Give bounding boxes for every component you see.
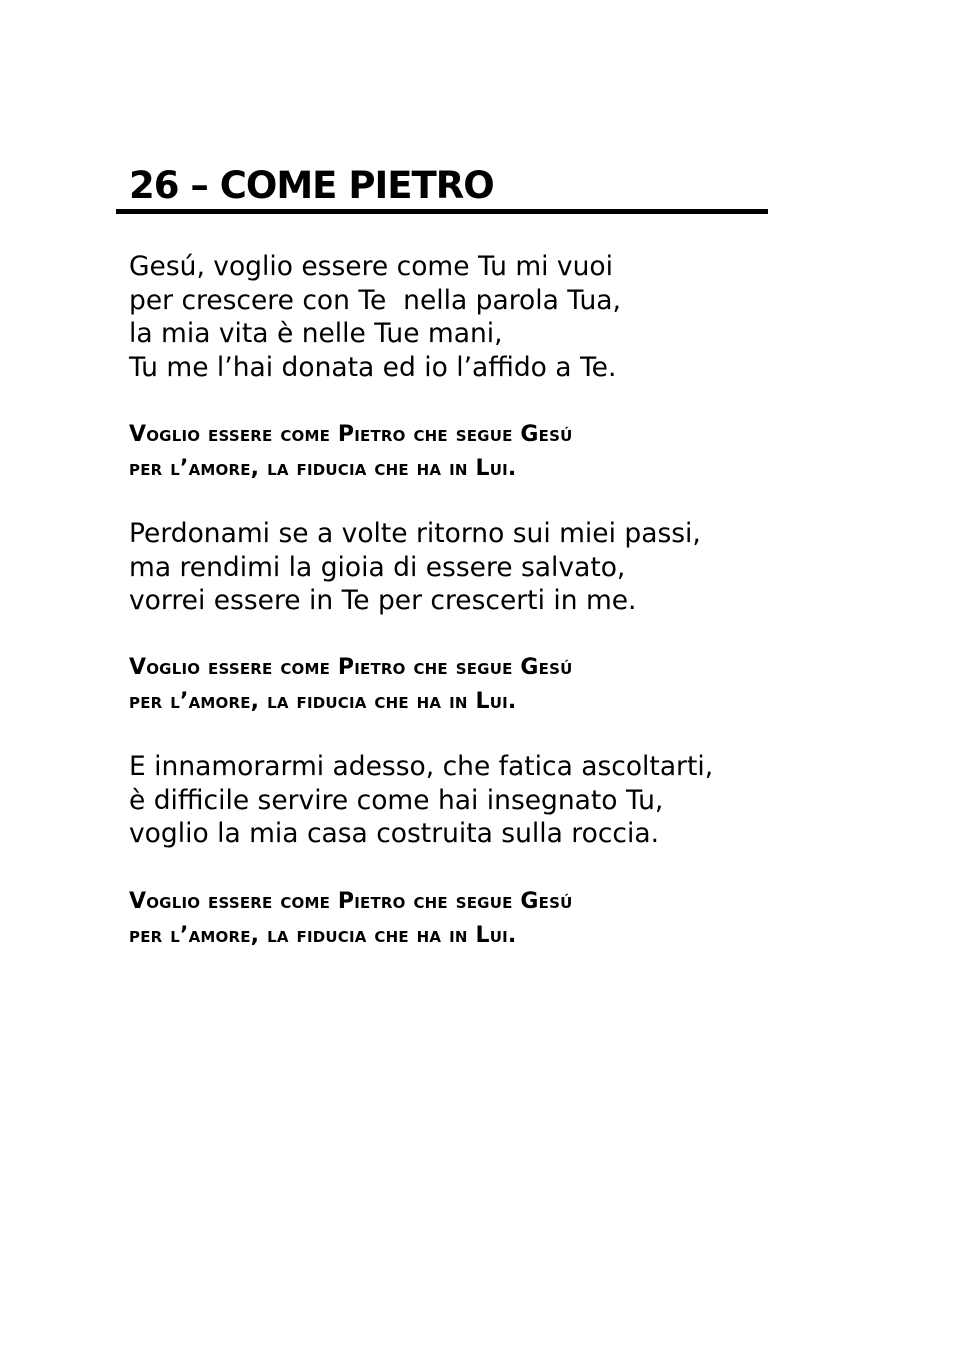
verse-line: E innamorarmi adesso, che fatica ascoltarti, bbox=[129, 751, 714, 782]
verse-line: Gesú, voglio essere come Tu mi vuoi bbox=[129, 251, 613, 282]
verse-line: è difficile servire come hai insegnato Tu, bbox=[129, 784, 664, 816]
verse-2 bbox=[129, 517, 701, 618]
verse-line: per crescere con Te nella parola Tua, bbox=[129, 284, 621, 316]
verse-3 bbox=[129, 750, 713, 851]
chorus-line: Voglio essere come Pietro che segue Gesú bbox=[129, 655, 573, 680]
chorus-3 bbox=[129, 885, 572, 953]
chorus-line: per l’amore, la fiducia che ha in Lui. bbox=[129, 689, 517, 714]
chorus-line: Voglio essere come Pietro che segue Gesú bbox=[129, 889, 573, 914]
verse-line: la mia vita è nelle Tue mani, bbox=[129, 318, 503, 349]
verse-line: vorrei essere in Te per crescerti in me. bbox=[129, 585, 637, 616]
verse-line: Tu me l’hai donata ed io l’affido a Te. bbox=[129, 351, 617, 383]
chorus-2 bbox=[129, 651, 572, 719]
verse-line: Perdonami se a volte ritorno sui miei passi, bbox=[129, 518, 701, 549]
chorus-line: Voglio essere come Pietro che segue Gesú bbox=[129, 422, 573, 447]
verse-1 bbox=[129, 250, 621, 384]
song-title: 26 – COME PIETRO bbox=[129, 164, 494, 207]
chorus-line: per l’amore, la fiducia che ha in Lui. bbox=[129, 923, 517, 948]
chorus-1 bbox=[129, 418, 572, 486]
chorus-line: per l’amore, la fiducia che ha in Lui. bbox=[129, 456, 517, 481]
verse-line: voglio la mia casa costruita sulla roccia. bbox=[129, 818, 659, 849]
verse-line: ma rendimi la gioia di essere salvato, bbox=[129, 551, 626, 583]
title-underline bbox=[116, 209, 768, 214]
